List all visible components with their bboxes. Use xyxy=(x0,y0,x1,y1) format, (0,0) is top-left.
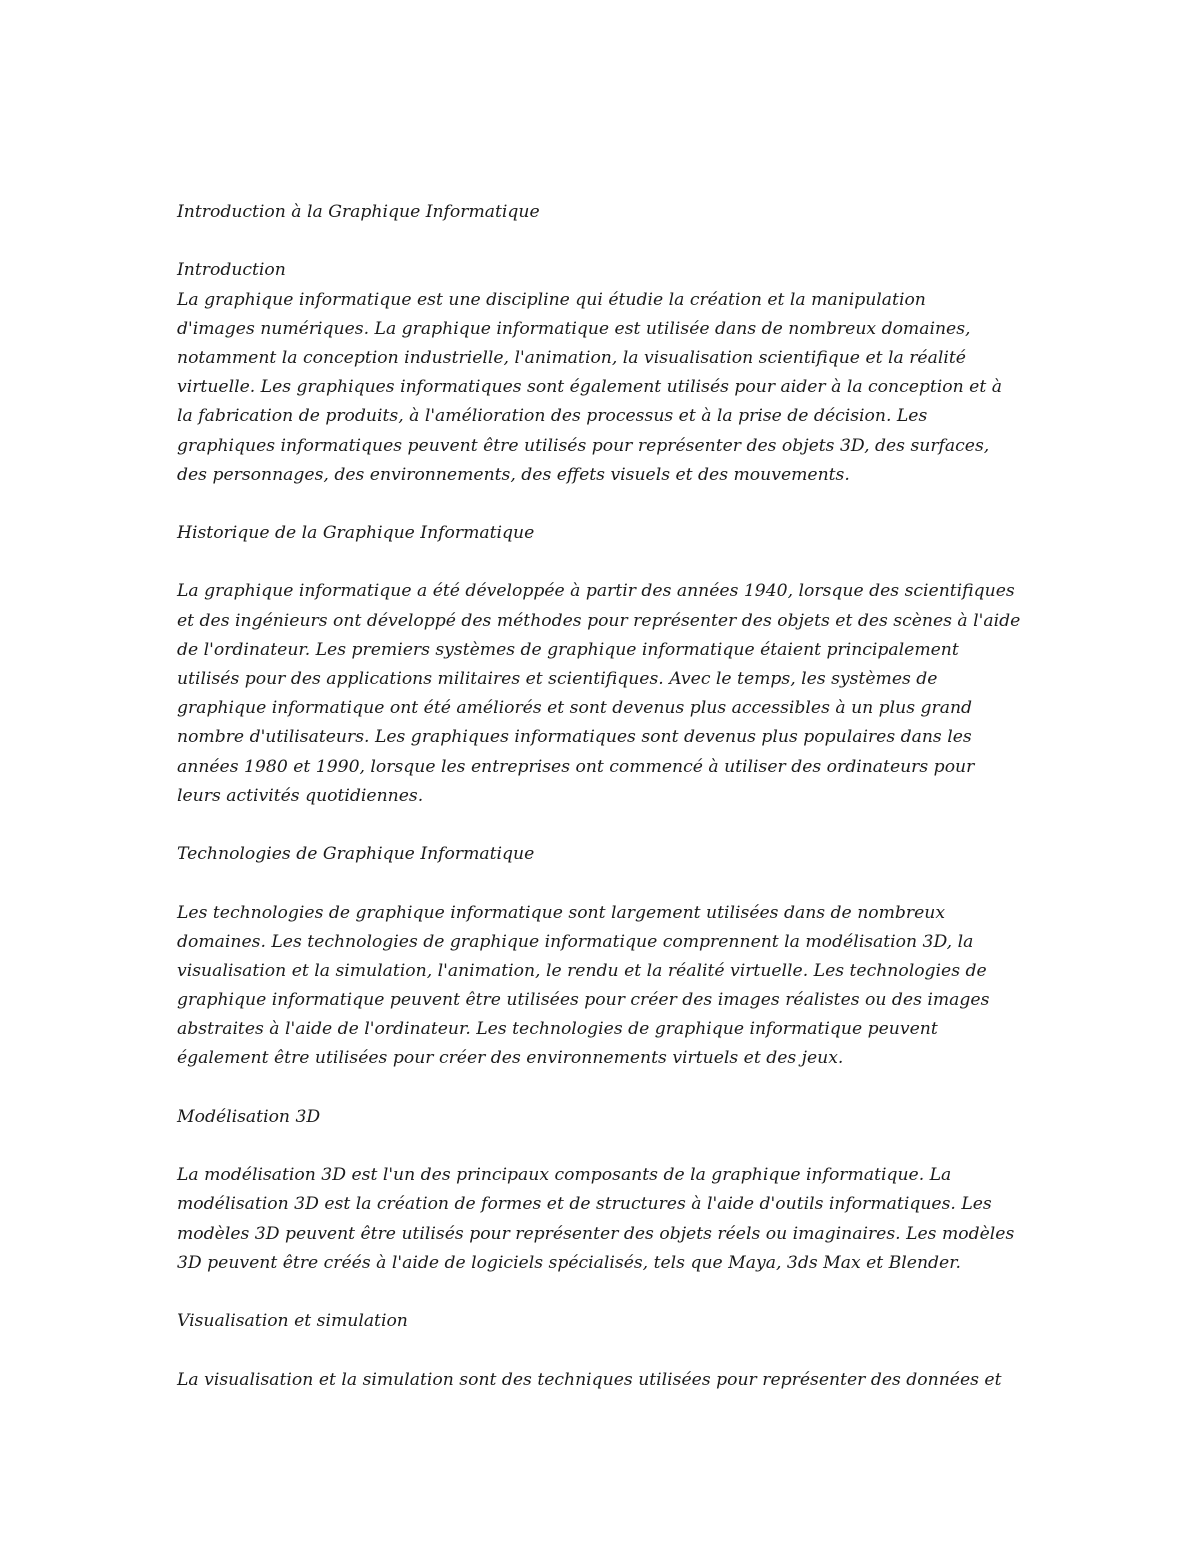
spacer xyxy=(177,1278,1037,1307)
paragraph xyxy=(177,577,1037,811)
spacer xyxy=(177,1336,1037,1365)
paragraph xyxy=(177,1161,1037,1278)
paragraph xyxy=(177,899,1037,1074)
section xyxy=(177,519,1037,840)
paragraph-line: visualisation et la simulation, l'animation, le rendu et la réalité virtuelle. Les technologies de xyxy=(177,960,987,981)
section xyxy=(177,1307,1037,1395)
paragraph-line: notamment la conception industrielle, l'animation, la visualisation scientifique et la réalité xyxy=(177,347,966,368)
section xyxy=(177,840,1037,1103)
paragraph-line: utilisés pour des applications militaires et scientifiques. Avec le temps, les systèmes de xyxy=(177,669,938,689)
section-heading: Introduction xyxy=(177,260,286,281)
paragraph-line: La visualisation et la simulation sont des techniques utilisées pour représenter des données et xyxy=(177,1369,1002,1390)
spacer xyxy=(177,869,1037,898)
paragraph-line: graphiques informatiques peuvent être utilisés pour représenter des objets 3D, des surfaces, xyxy=(177,435,990,456)
document-page xyxy=(177,198,1037,1395)
section-heading: Historique de la Graphique Informatique xyxy=(177,523,535,544)
paragraph-line: abstraites à l'aide de l'ordinateur. Les technologies de graphique informatique peuvent xyxy=(177,1019,938,1040)
spacer xyxy=(177,1074,1037,1103)
spacer xyxy=(177,227,1037,256)
section-heading: Modélisation 3D xyxy=(177,1106,321,1127)
section xyxy=(177,256,1037,519)
paragraph-line: La modélisation 3D est l'un des principaux composants de la graphique informatique. La xyxy=(177,1165,952,1186)
document-title: Introduction à la Graphique Informatique xyxy=(177,202,540,222)
paragraph-line: graphique informatique peuvent être utilisées pour créer des images réalistes ou des images xyxy=(177,990,990,1011)
paragraph-line: de l'ordinateur. Les premiers systèmes de graphique informatique étaient principalement xyxy=(177,639,959,660)
paragraph-line: graphique informatique ont été améliorés et sont devenus plus accessibles à un plus grand xyxy=(177,698,973,719)
paragraph-line: également être utilisées pour créer des environnements virtuels et des jeux. xyxy=(177,1048,844,1069)
document-body xyxy=(177,256,1037,1394)
paragraph-line: leurs activités quotidiennes. xyxy=(177,785,424,806)
spacer xyxy=(177,548,1037,577)
spacer xyxy=(177,490,1037,519)
paragraph-line: domaines. Les technologies de graphique informatique comprennent la modélisation 3D, la xyxy=(177,931,974,952)
paragraph xyxy=(177,1366,1037,1395)
spacer xyxy=(177,1132,1037,1161)
paragraph xyxy=(177,286,1037,490)
paragraph-line: La graphique informatique a été développée à partir des années 1940, lorsque des scientifiques xyxy=(177,581,1015,602)
section xyxy=(177,1103,1037,1307)
paragraph-line: modélisation 3D est la création de formes et de structures à l'aide d'outils informatiques. Les xyxy=(177,1194,992,1215)
paragraph-line: années 1980 et 1990, lorsque les entreprises ont commencé à utiliser des ordinateurs pour xyxy=(177,756,975,777)
paragraph-line: 3D peuvent être créés à l'aide de logiciels spécialisés, tels que Maya, 3ds Max et Blender. xyxy=(177,1252,962,1273)
section-heading: Visualisation et simulation xyxy=(177,1311,408,1332)
paragraph-line: modèles 3D peuvent être utilisés pour représenter des objets réels ou imaginaires. Les modèles xyxy=(177,1223,1015,1244)
paragraph-line: des personnages, des environnements, des effets visuels et des mouvements. xyxy=(177,464,850,485)
paragraph-line: virtuelle. Les graphiques informatiques sont également utilisés pour aider à la conception et à xyxy=(177,377,1002,398)
paragraph-line: la fabrication de produits, à l'amélioration des processus et à la prise de décision. Les xyxy=(177,406,928,427)
spacer xyxy=(177,811,1037,840)
paragraph-line: nombre d'utilisateurs. Les graphiques informatiques sont devenus plus populaires dans les xyxy=(177,727,972,748)
paragraph-line: La graphique informatique est une discipline qui étudie la création et la manipulation xyxy=(177,289,926,310)
paragraph-line: d'images numériques. La graphique informatique est utilisée dans de nombreux domaines, xyxy=(177,318,971,339)
section-heading: Technologies de Graphique Informatique xyxy=(177,844,535,865)
paragraph-line: et des ingénieurs ont développé des méthodes pour représenter des objets et des scènes à l'aide xyxy=(177,610,1021,631)
paragraph-line: Les technologies de graphique informatique sont largement utilisées dans de nombreux xyxy=(177,902,946,923)
